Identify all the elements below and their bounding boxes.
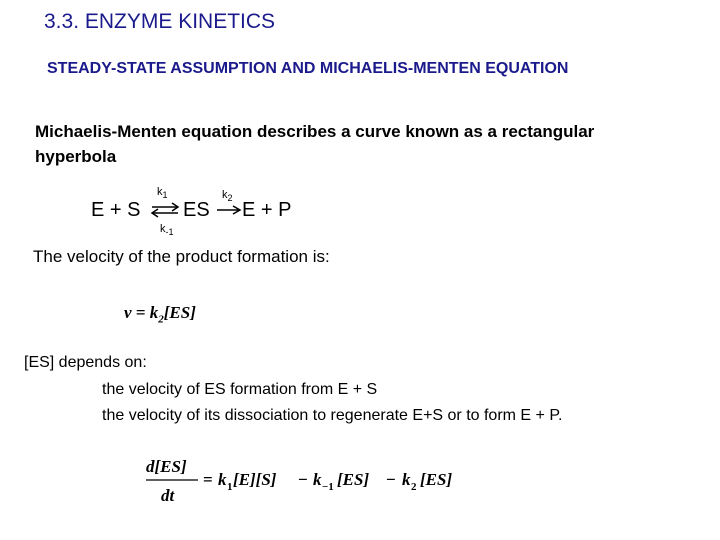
slide-subtitle: STEADY-STATE ASSUMPTION AND MICHAELIS-MENTEN EQUATION [47,60,569,77]
rate-constant-k-minus-1: $k_{-1}$ [160,223,174,238]
forward-arrow-icon [213,203,243,217]
products: E + P [242,199,292,221]
dependence-title: [ES] depends on: [24,354,147,371]
term-es-2: [ES] [420,470,453,489]
equals-sign: = [203,470,213,489]
rate-constant-k1: $k_1$ [157,186,168,201]
dependence-item: the velocity of its dissociation to regenerate E+S or to form E + P. [102,407,563,424]
term-k2-sub: 2 [411,481,417,493]
rate-numerator: d[ES] [146,457,187,476]
term-k1-sub: 1 [227,481,233,493]
equilibrium-arrows-icon [150,200,180,220]
rate-denominator: dt [161,486,175,505]
enzyme-substrate-complex: ES [183,199,210,221]
term-es: [ES] [337,470,370,489]
dependence-item: the velocity of ES formation from E + S [102,381,378,398]
rate-equation [146,452,486,512]
term-k-minus1: k [313,470,322,489]
velocity-equation: $v = k_2[ES]$ [124,303,196,326]
term-k1: k [218,470,227,489]
minus-sign: − [298,470,308,489]
term-k2: k [402,470,411,489]
rate-constant-k2: $k_2$ [222,189,233,204]
velocity-lead-text: The velocity of the product formation is: [33,247,330,266]
reactants: E + S [91,199,141,221]
intro-text: Michaelis-Menten equation describes a curve known as a rectangular hyperbola [35,122,595,166]
term-e-s: [E][S] [233,470,277,489]
term-k-minus1-sub: −1 [322,481,334,493]
minus-sign: − [386,470,396,489]
slide-title: 3.3. ENZYME KINETICS [44,10,276,33]
